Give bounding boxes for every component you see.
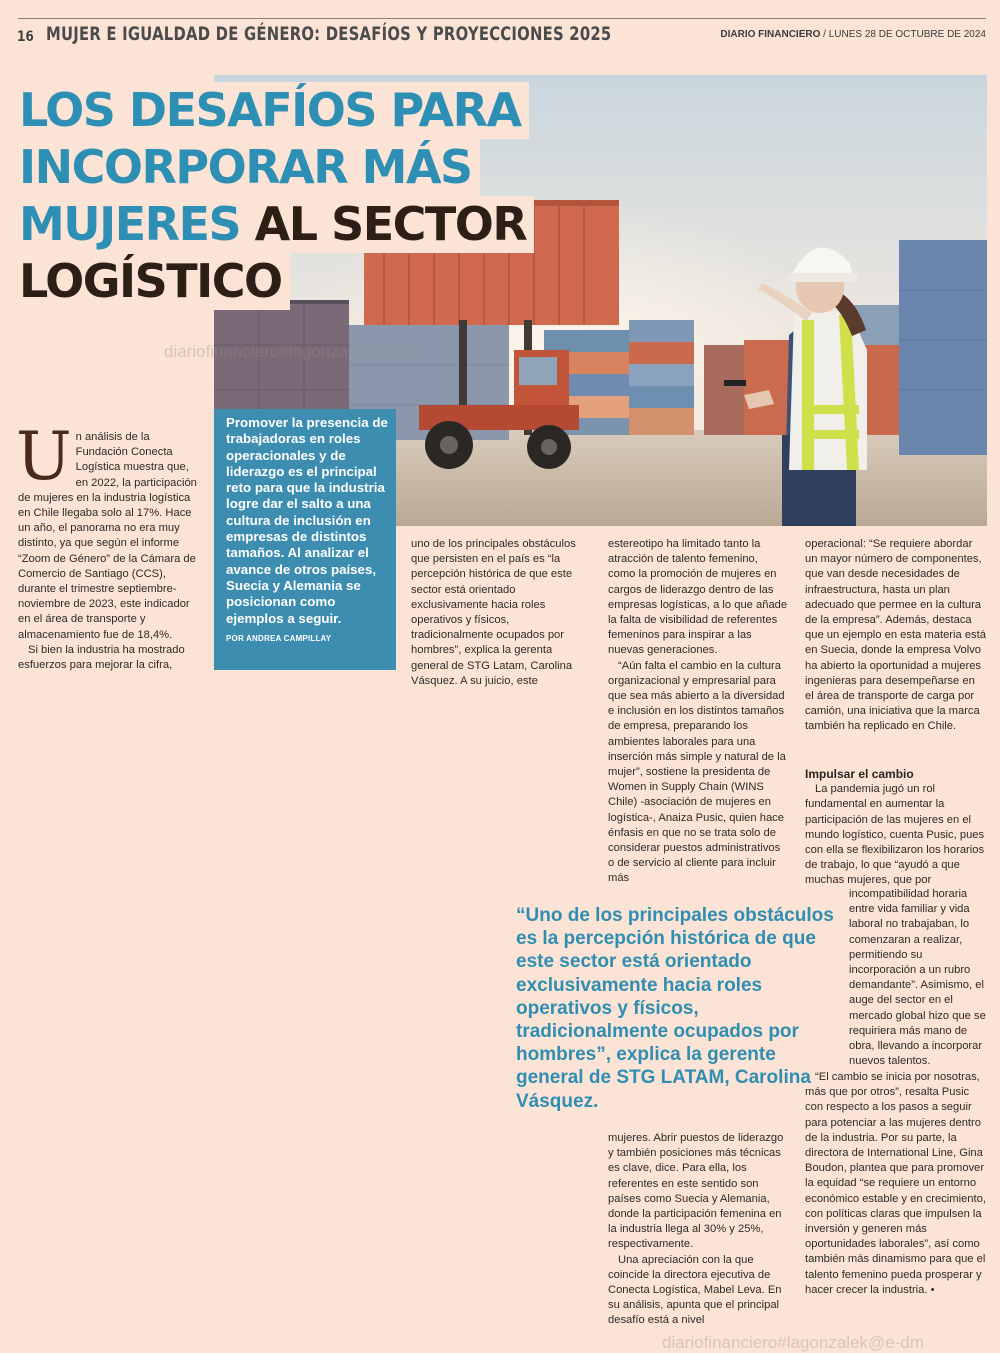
column-4-paragraph-1: operacional: “Se requiere abordar un mayor número de componentes, que van desde necesidades de infraestructura, hasta un plan adecuado que permee en la cultura de la empresa”. Además, destaca que un ejemplo en esta materia está en Suecia, donde la empresa Volvo ha abierto la oportunidad a mujeres ingenieras para desempeñarse en el área de transporte de carga por camión, una iniciativa que la marca también ha replicado en Chile. bbox=[805, 538, 986, 733]
publication-date: / LUNES 28 DE OCTUBRE DE 2024 bbox=[823, 29, 986, 40]
headline-text-1: LOS DESAFÍOS PARA bbox=[12, 82, 529, 139]
column-3-paragraph-2: “Aún falta el cambio en la cultura organizacional y empresarial para que sea más abierto a la diversidad e inclusión en los distintos tamaños de empresa, preparando los ambientes laborales para una inserción más simple y natural de la mujer”, sostiene la presidenta de Women in Supply Chain (WINS Chile) -asociación de mujeres en logística-, Anaiza Pusic, quien hace énfasis en que no se trata solo de considerar puestos administrativos o de servicio al cliente para incluir más bbox=[608, 659, 786, 885]
headline-box-3 bbox=[12, 196, 534, 253]
page-number: 16 bbox=[17, 29, 34, 45]
headline bbox=[12, 82, 532, 310]
column-4-narrow bbox=[849, 887, 986, 1069]
lead-text: Promover la presencia de trabajadoras en roles operacionales y de liderazgo es el principal reto para que la industria logre dar el salto a una cultura de inclusión en empresas de distintos tamaños. Al analizar el avance de otros países, Suecia y Alemania se posicionan como ejemplos a seguir. bbox=[226, 415, 388, 626]
column-1-paragraph-1 bbox=[16, 418, 198, 643]
column-3-paragraph-4: Una apreciación con la que coincide la directora ejecutiva de Conecta Logística, Mabel Leva. En su análisis, apunta que el principal desafío está a nivel bbox=[608, 1253, 782, 1327]
column-1-paragraph-2: Si bien la industria ha mostrado esfuerzos para mejorar la cifra, bbox=[18, 643, 185, 672]
column-1-text-1: n análisis de la Fundación Conecta Logística muestra que, en 2022, la participación de mujeres en la industria logística en Chile llegaba solo al 17%. Hace un año, el panorama no era muy distinto, ya que según el informe “Zoom de Género” de la Cámara de Comercio de Santiago (CCS), durante el trimestre septiembre-noviembre de 2023, este indicador en el área de transporte y almacenamiento fue de 18,4%. bbox=[18, 431, 197, 641]
lead-box bbox=[214, 409, 396, 670]
column-2 bbox=[411, 537, 591, 689]
headline-text-3-dark: AL SECTOR bbox=[240, 197, 527, 251]
column-3-continued bbox=[608, 1131, 788, 1329]
column-4-paragraph-3: “El cambio se inicia por nosotras, más que por otros”, resalta Pusic con respecto a los pasos a seguir para potenciar a las mujeres dentro de la industria. Por su parte, la directora de International Line, Gina Boudon, plantea que para promover la equidad “se requiere un entorno económico estable y en crecimiento, con políticas claras que impulsen la inversión y generen más oportunidades laborales”, así como también más dinamismo para que el talento femenino pueda prosperar y hacer crecer la industria. • bbox=[805, 1071, 986, 1296]
column-4 bbox=[805, 537, 986, 735]
drop-cap: U bbox=[16, 418, 72, 495]
pull-quote: “Uno de los principales obstáculos es la percepción histórica de que este sector está orientado exclusivamente hacia roles operativos y físicos, tradicionalmente ocupados por hombres”, explica la gerente general de STG LATAM, Carolina Vásquez. bbox=[516, 905, 834, 1112]
headline-line-3 bbox=[12, 196, 532, 253]
photo-watermark: diariofinanciero#lagonzalek@e-dm bbox=[164, 342, 427, 361]
headline-line-2 bbox=[12, 139, 532, 196]
publication-info bbox=[720, 29, 986, 40]
headline-text-4: LOGÍSTICO bbox=[12, 253, 290, 310]
headline-line-4 bbox=[12, 253, 532, 310]
byline: POR ANDREA CAMPILLAY bbox=[226, 633, 332, 643]
column-3-paragraph-1: estereotipo ha limitado tanto la atracción de talento femenino, como la promoción de mujeres en cargos de liderazgo dentro de las empresas logísticas, a lo que añade la falta de visibilidad de referentes femeninos para inspirar a las nuevas generaciones. bbox=[608, 538, 788, 657]
headline-text-3-blue: MUJERES bbox=[19, 197, 241, 251]
subhead-impulsar: Impulsar el cambio bbox=[805, 767, 914, 781]
section-title: MUJER E IGUALDAD DE GÉNERO: DESAFÍOS Y PROYECCIONES 2025 bbox=[46, 23, 612, 45]
header-rule bbox=[18, 18, 986, 19]
column-1 bbox=[16, 418, 198, 673]
column-3 bbox=[608, 537, 788, 887]
column-4-paragraph-2b: incompatibilidad horaria entre vida familiar y vida laboral no trabajaban, lo comenzaran a realizar, permitiendo su incorporación a un rubro demandante”. Asimismo, el auge del sector en el mercado global hizo que se requiriera más mano de obra, llevando a incorporar nuevos talentos. bbox=[849, 888, 986, 1068]
headline-text-2: INCORPORAR MÁS bbox=[12, 139, 480, 196]
bottom-watermark: diariofinanciero#lagonzalek@e-dm bbox=[662, 1333, 925, 1352]
column-4-paragraph-2a: La pandemia jugó un rol fundamental en aumentar la participación de las mujeres en el mundo logístico, cuenta Pusic, pues con ella se flexibilizaron los horarios de trabajo, lo que “ayudó a que muchas mujeres, que por bbox=[805, 783, 985, 887]
column-4-impulsar bbox=[805, 767, 986, 889]
column-3-paragraph-3: mujeres. Abrir puestos de liderazgo y también posiciones más técnicas es clave, dice. Para ella, los referentes en este sentido son países como Suecia y Alemania, donde la participación femenina en la industria llega al 30% y 25%, respectivamente. bbox=[608, 1132, 784, 1251]
column-2-paragraph-1: uno de los principales obstáculos que persisten en el país es “la percepción histórica de que este sector está orientado exclusivamente hacia roles operativos y físicos, tradicionalmente ocupados por hombres”, explica la gerenta general de STG Latam, Carolina Vásquez. A su juicio, este bbox=[411, 538, 576, 687]
publication-name: DIARIO FINANCIERO bbox=[720, 29, 821, 40]
headline-line-1 bbox=[12, 82, 532, 139]
